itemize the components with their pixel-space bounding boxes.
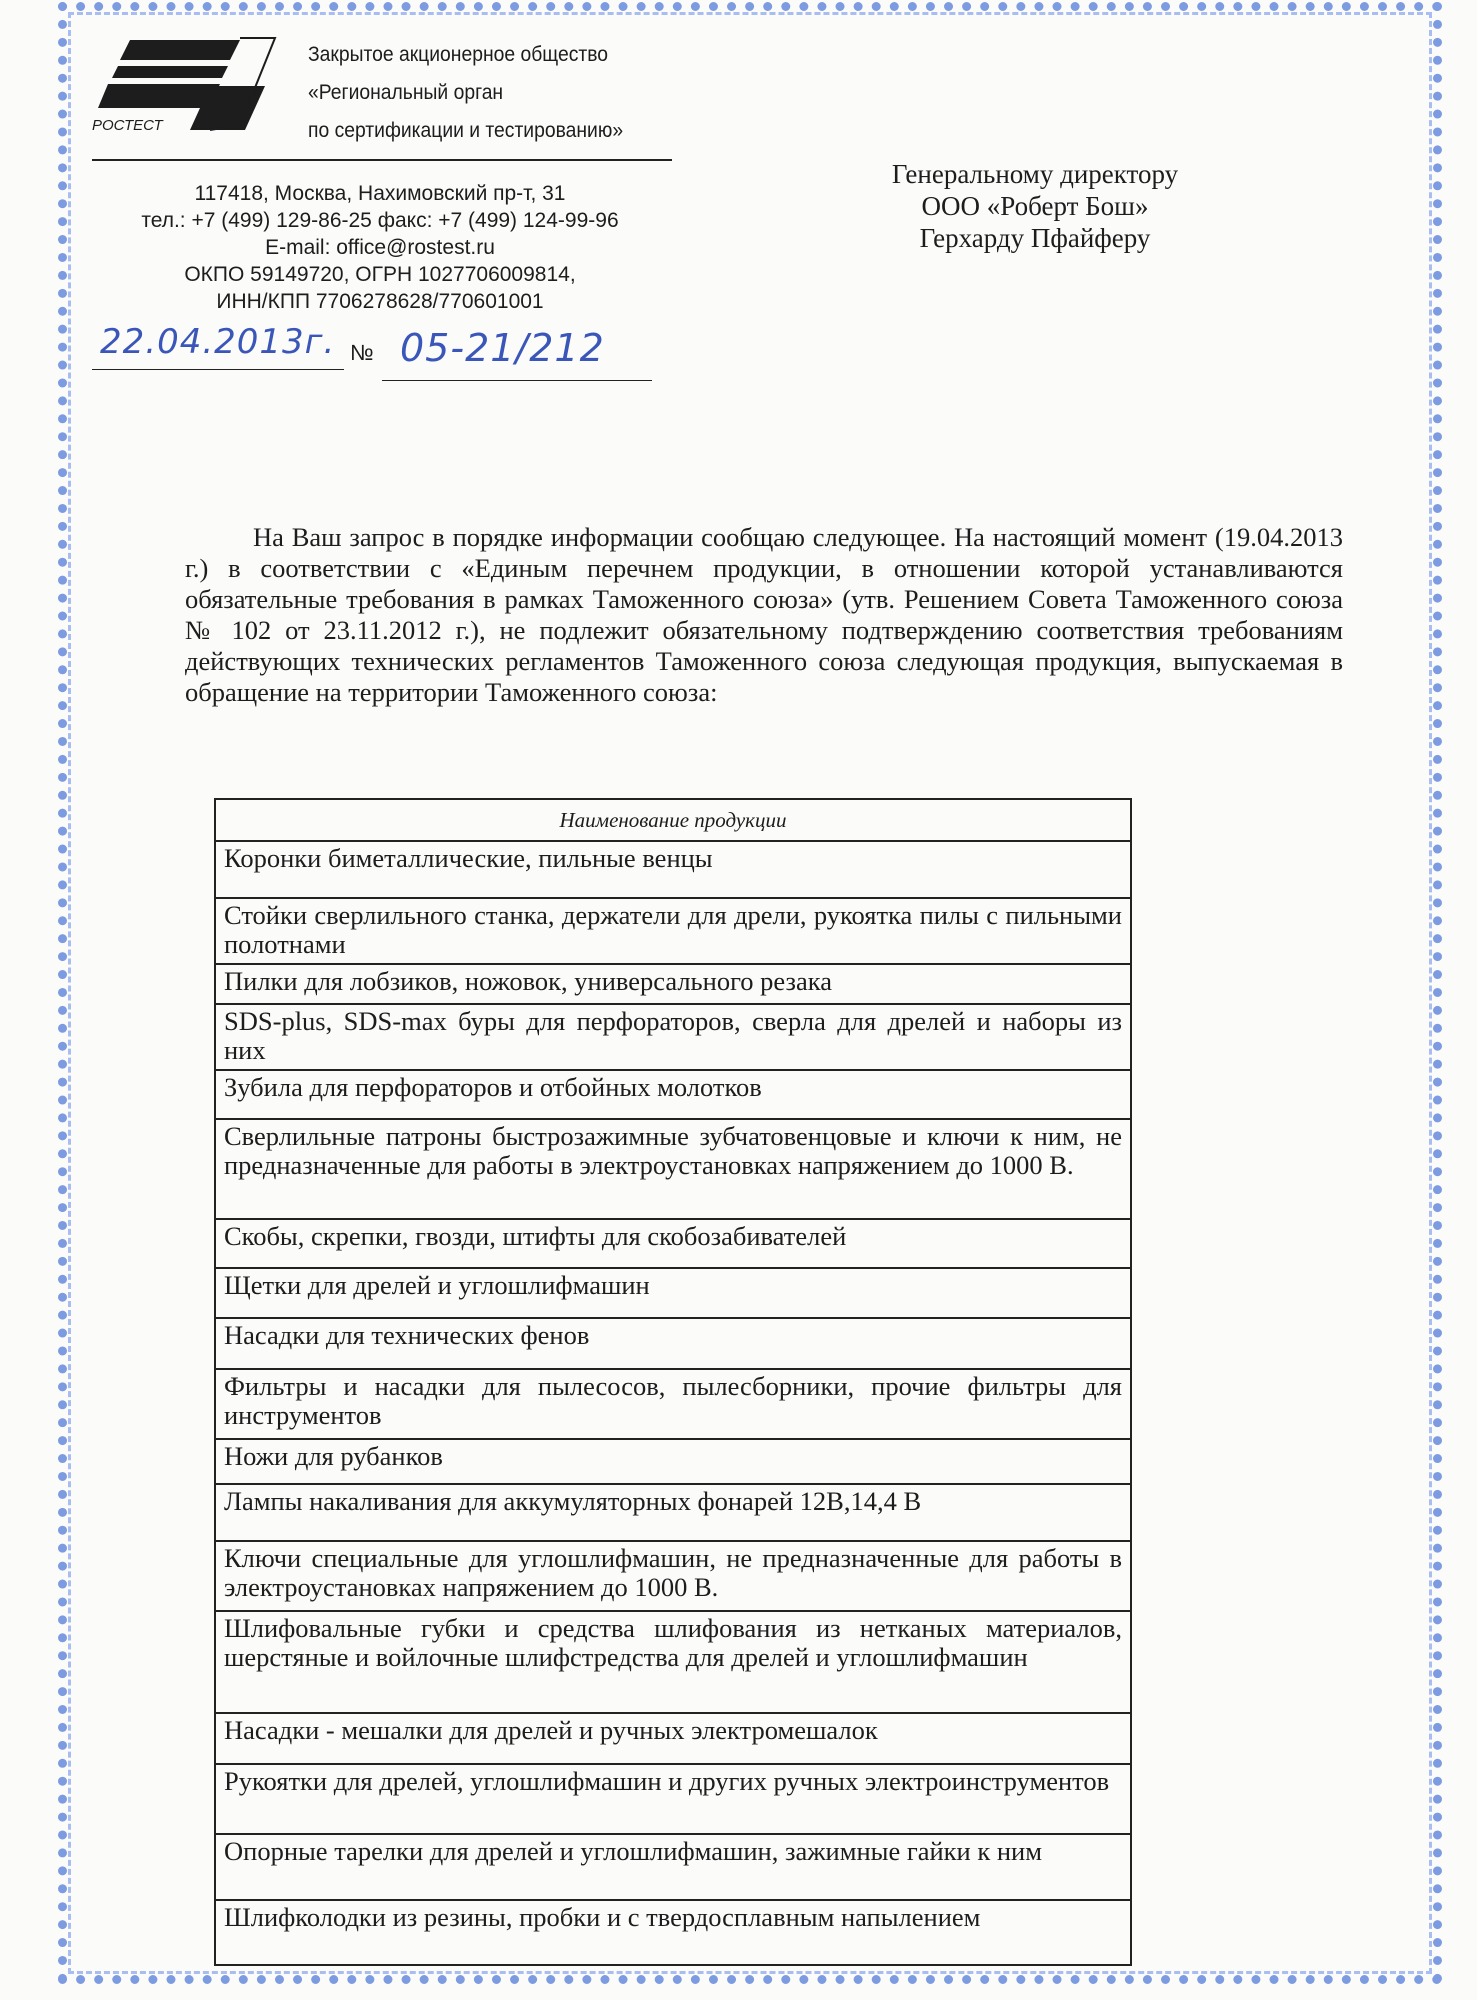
- table-row: [215, 1439, 1131, 1484]
- organization-contacts: [120, 180, 640, 315]
- table-row: [215, 1764, 1131, 1834]
- rostest-logo: [90, 30, 290, 140]
- table-row: [215, 898, 1131, 964]
- addressee-line: ООО «Роберт Бош»: [921, 191, 1149, 221]
- svg-text:РОСТЕСТ: РОСТЕСТ: [92, 117, 163, 134]
- addressee-line: Герхарду Пфайферу: [919, 223, 1151, 253]
- table-row: [215, 1900, 1131, 1965]
- product-name: Лампы накаливания для аккумуляторных фонарей 12В,14,4 В: [215, 1484, 1131, 1541]
- addressee: [850, 158, 1220, 254]
- product-name: Фильтры и насадки для пылесосов, пылесборники, прочие фильтры для инструментов: [215, 1369, 1131, 1439]
- table-row: [215, 1318, 1131, 1369]
- org-line: по сертификации и тестированию»: [308, 119, 624, 142]
- organization-name: [308, 36, 623, 150]
- product-name: Коронки биметаллические, пильные венцы: [215, 841, 1131, 898]
- tax-id-line: ИНН/КПП 7706278628/770601001: [216, 290, 544, 313]
- org-line: Закрытое акционерное общество: [308, 43, 609, 66]
- product-name: Рукоятки для дрелей, углошлифмашин и других ручных электроинструментов: [215, 1764, 1131, 1834]
- product-name: Сверлильные патроны быстрозажимные зубчатовенцовые и ключи к ним, не предназначенные для работы в электроустановках напряжением до 1000 В.: [215, 1119, 1131, 1219]
- number-label: №: [350, 340, 374, 365]
- table-row: [215, 1119, 1131, 1219]
- product-name: Пилки для лобзиков, ножовок, универсального резака: [215, 964, 1131, 1004]
- org-line: «Региональный орган: [308, 81, 504, 104]
- table-row: [215, 964, 1131, 1004]
- product-name: Насадки для технических фенов: [215, 1318, 1131, 1369]
- product-name: Щетки для дрелей и углошлифмашин: [215, 1268, 1131, 1318]
- table-row: [215, 1541, 1131, 1611]
- table-row: [215, 1611, 1131, 1713]
- product-table: [214, 798, 1132, 1966]
- product-name: Ножи для рубанков: [215, 1439, 1131, 1484]
- product-name: Опорные тарелки для дрелей и углошлифмашин, зажимные гайки к ним: [215, 1834, 1131, 1900]
- number-underline: [382, 380, 652, 381]
- handwritten-date: 22.04.2013г.: [100, 322, 336, 362]
- product-name: Шлифовальные губки и средства шлифования из нетканых материалов, шерстяные и войлочные шлифстредства для дрелей и углошлифмашин: [215, 1611, 1131, 1713]
- table-row: [215, 1484, 1131, 1541]
- header-divider: [92, 159, 672, 161]
- product-name: Зубила для перфораторов и отбойных молотков: [215, 1070, 1131, 1119]
- handwritten-number: 05-21/212: [400, 326, 605, 370]
- table-row: [215, 1070, 1131, 1119]
- address-line: 117418, Москва, Нахимовский пр-т, 31: [194, 182, 566, 205]
- table-header: Наименование продукции: [215, 799, 1131, 841]
- table-row: [215, 1713, 1131, 1764]
- registration-line: ОКПО 59149720, ОГРН 1027706009814,: [184, 263, 576, 286]
- date-underline: [92, 369, 344, 370]
- table-row: [215, 1219, 1131, 1268]
- product-name: Скобы, скрепки, гвозди, штифты для скобозабивателей: [215, 1219, 1131, 1268]
- product-name: Стойки сверлильного станка, держатели для дрели, рукоятка пилы с пильными полотнами: [215, 898, 1131, 964]
- email-line: E-mail: office@rostest.ru: [265, 236, 495, 259]
- phone-line: тел.: +7 (499) 129-86-25 факс: +7 (499) 124-99-96: [141, 209, 619, 232]
- table-row: [215, 1834, 1131, 1900]
- table-row: [215, 841, 1131, 898]
- product-name: Шлифколодки из резины, пробки и с твердосплавным напылением: [215, 1900, 1131, 1965]
- product-name: SDS-plus, SDS-max буры для перфораторов, сверла для дрелей и наборы из них: [215, 1004, 1131, 1070]
- table-row: [215, 1369, 1131, 1439]
- letter-body: На Ваш запрос в порядке информации сообщаю следующее. На настоящий момент (19.04.2013 г.) в соответствии с «Единым перечнем продукции, в отношении которой устанавливаются обязательные требования в рамках Таможенного союза» (утв. Решением Совета Таможенного союза № 102 от 23.11.2012 г.), не подлежит обязательному подтверждению соответствия требованиям действующих технических регламентов Таможенного союза следующая продукция, выпускаемая в обращение на территории Таможенного союза:: [185, 522, 1343, 707]
- addressee-line: Генеральному директору: [891, 159, 1179, 189]
- table-row: [215, 1004, 1131, 1070]
- table-row: [215, 1268, 1131, 1318]
- product-name: Ключи специальные для углошлифмашин, не предназначенные для работы в электроустановках напряжением до 1000 В.: [215, 1541, 1131, 1611]
- product-name: Насадки - мешалки для дрелей и ручных электромешалок: [215, 1713, 1131, 1764]
